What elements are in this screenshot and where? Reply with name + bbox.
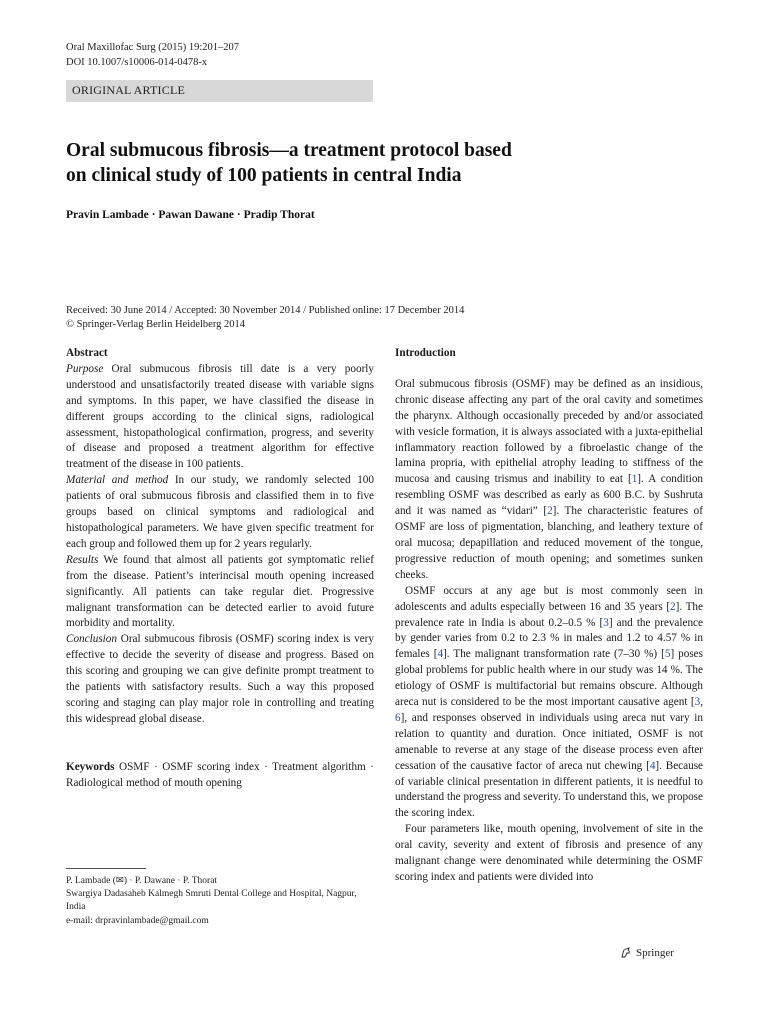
intro-p2-text: ]. The prevalence rate in India is about 0.2–0.5 % [	[395, 600, 703, 629]
citation-link[interactable]: 3	[603, 616, 609, 629]
results-text: We found that almost all patients got symptomatic relief from the disease. Patient’s interincisal mouth opening increased significantly. All patients can take regular diet. Progressive malignant transformation can be detected earlier to avoid future morbidity and mortality.	[66, 553, 374, 630]
purpose-label: Purpose	[66, 362, 104, 375]
section-label-bar	[66, 80, 373, 102]
intro-p2-text: OSMF occurs at any age but is most commonly seen in adolescents and adults especially between 16 and 35 years [	[395, 584, 703, 613]
intro-p2-text: ] and the prevalence by gender varies from 0.2 to 2.3 % in males and 1.2 to 4.57 % in females [	[395, 616, 703, 661]
title-line-1: Oral submucous fibrosis—a treatment protocol based	[66, 140, 512, 161]
intro-p1-text: ]. A condition resembling OSMF was described as early as 600 B.C. by Sushruta and it was named as “vidari” [	[395, 473, 704, 518]
citation-link[interactable]: 3	[694, 696, 701, 709]
publication-dates	[66, 304, 464, 332]
intro-p2-text: ,	[700, 696, 703, 709]
intro-p1-text: Oral submucous fibrosis (OSMF) may be defined as an insidious, chronic disease affecting any part of the oral cavity and sometimes the pharynx. Although occasionally preceded by and/or associated with vesicle formation, it is always associated with a juxta-epithelial inflammatory reaction followed by a fibroelastic change of the lamina propria, with epithelial atrophy leading to stiffness of the mucosa and causing trismus and inability to eat [	[395, 377, 703, 486]
intro-paragraph-1	[395, 377, 703, 584]
method-label: Material and method	[66, 474, 169, 487]
publisher-logo	[620, 947, 674, 959]
intro-p2-text: ], and responses observed in individuals using areca nut vary in relation to quantity and duration. Once initiated, OSMF is not amenable to reverse at any stage of the disease process even after cessation of the causative factor of areca nut chewing [	[395, 711, 703, 772]
citation-link[interactable]: 4	[649, 759, 656, 772]
citation-link[interactable]: 4	[437, 648, 444, 661]
intro-p2-text: ]. The malignant transformation rate (7–30 %) [	[443, 648, 665, 661]
abstract-purpose	[66, 362, 374, 473]
article-title	[66, 138, 626, 188]
citation-link[interactable]: 2	[547, 505, 553, 518]
springer-horse-icon	[620, 947, 632, 959]
author-affiliation	[66, 875, 374, 928]
intro-p1-text: ]. The characteristic features of OSMF are loss of pigmentation, blanching, and leathery texture of oral mucosa; depapillation and reduced movement of the tongue, progressive reduction of mouth opening; and sometimes sunken cheeks.	[395, 505, 704, 581]
keywords-text: OSMF · OSMF scoring index · Treatment algorithm · Radiological method of mouth opening	[66, 760, 374, 789]
affiliation-institution: Swargiya Dadasaheb Kalmegh Smruti Dental College and Hospital, Nagpur, India	[66, 889, 357, 913]
citation-link[interactable]: 2	[670, 600, 676, 613]
keywords-label: Keywords	[66, 760, 115, 773]
introduction-section	[395, 346, 703, 886]
publisher-name: Springer	[636, 947, 674, 959]
intro-paragraph-2	[395, 584, 703, 823]
conclusion-text: Oral submucous fibrosis (OSMF) scoring index is very effective to decide the severity of disease and progress. Based on this scoring and grouping we can give definite prompt treatment to the patients with satisfactory results. Such a way this proposed scoring and staging can play major role in controlling and treating this widespread global disease.	[66, 633, 374, 725]
results-label: Results	[66, 553, 99, 566]
citation-link[interactable]: 1	[631, 473, 638, 486]
method-text: In our study, we randomly selected 100 patients of oral submucous fibrosis and classified them in to five groups based on clinical symptoms and radiological and histopathological parameters. We have given specific treatment for each group and followed them up for 2 years regularly.	[66, 474, 374, 550]
purpose-text: Oral submucous fibrosis till date is a very poorly understood and unsatisfactorily treated disease with variable signs and symptoms. In this paper, we have classified the disease in different groups according to the clinical signs, radiological assessment, histopathological confirmation, progress, and severity of disease and proposed a treatment algorithm for effective treatment of the disease in 100 patients.	[66, 362, 374, 471]
citation-link[interactable]: 6	[395, 711, 401, 724]
abstract-heading: Abstract	[66, 347, 108, 359]
conclusion-label: Conclusion	[66, 633, 117, 646]
doi-link[interactable]: DOI 10.1007/s10006-014-0478-x	[66, 56, 208, 68]
abstract-method	[66, 473, 374, 553]
affiliation-names: P. Lambade (✉) · P. Dawane · P. Thorat	[66, 876, 218, 886]
intro-paragraph-3: Four parameters like, mouth opening, involvement of site in the oral cavity, severity and extent of fibrosis and presence of any malignant change were denominated while determining the OSMF scoring index and patients were divided into	[395, 823, 703, 883]
abstract-results	[66, 553, 374, 633]
introduction-heading: Introduction	[395, 347, 456, 359]
footnote-divider	[66, 868, 146, 869]
author-list: Pravin Lambade · Pawan Dawane · Pradip Thorat	[66, 209, 315, 221]
intro-p2-text: ]. Because of variable clinical presentation in different patients, it is needful to understand the progress and severity. To understand this, we propose the scoring index.	[395, 759, 704, 820]
affiliation-email[interactable]: e-mail: drpravinlambade@gmail.com	[66, 915, 209, 926]
abstract-conclusion	[66, 632, 374, 727]
journal-citation: Oral Maxillofac Surg (2015) 19:201–207	[66, 42, 240, 53]
citation-link[interactable]: 5	[664, 648, 671, 661]
journal-header	[66, 41, 239, 70]
intro-p2-text: ] poses global problems for public health where in our study was 14 %. The etiology of OSMF is multifactorial but remains obscure. Although areca nut is considered to be the most important causative agent [	[395, 648, 703, 709]
copyright-line: © Springer-Verlag Berlin Heidelberg 2014	[66, 319, 246, 330]
keywords	[66, 760, 374, 792]
abstract-section	[66, 346, 374, 792]
title-line-2: on clinical study of 100 patients in central India	[66, 165, 462, 186]
section-label: ORIGINAL ARTICLE	[72, 83, 186, 97]
history-dates: Received: 30 June 2014 / Accepted: 30 November 2014 / Published online: 17 December 2014	[66, 305, 465, 316]
